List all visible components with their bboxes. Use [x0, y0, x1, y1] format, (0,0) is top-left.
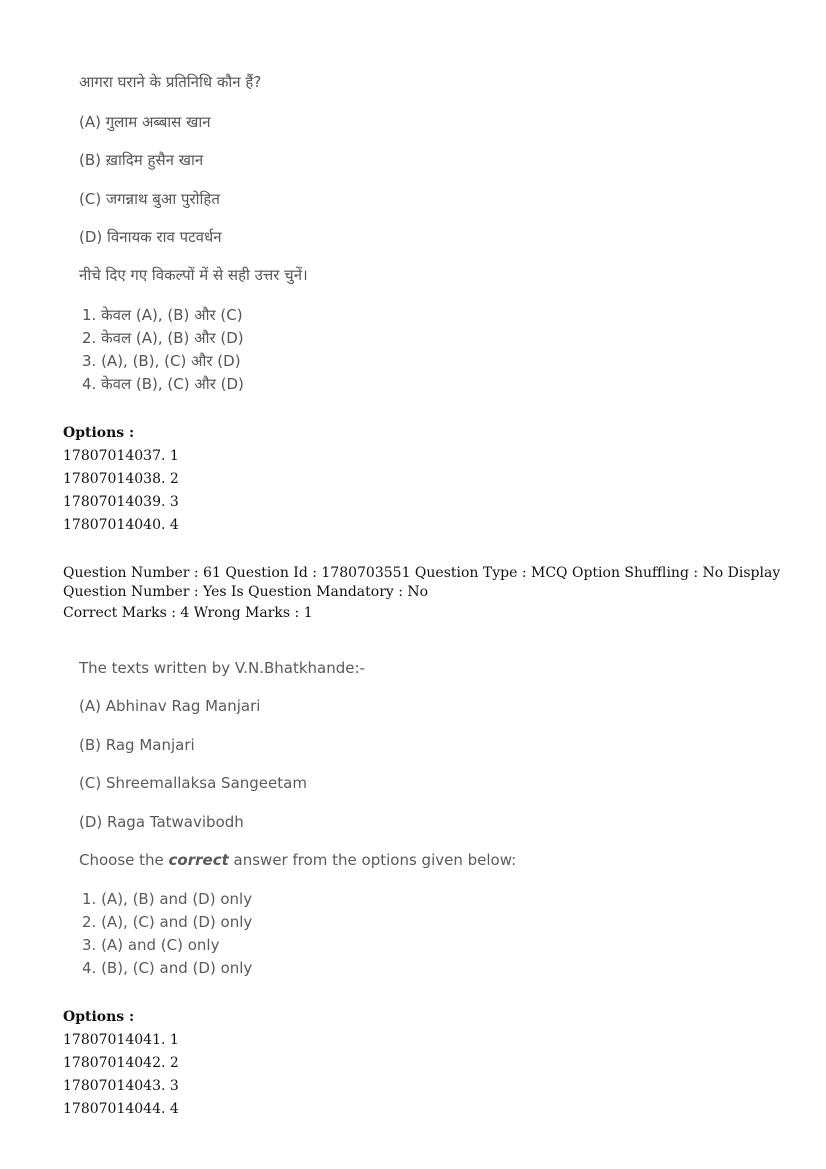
question-2-instruction — [79, 851, 516, 869]
options-2-item-3: 17807014043. 3 — [63, 1078, 179, 1094]
options-2-item-4: 17807014044. 4 — [63, 1101, 179, 1117]
question-1-choice-3: 3. (A), (B), (C) और (D) — [82, 352, 241, 370]
question-1-instruction: नीचे दिए गए विकल्पों में से सही उत्तर चुनें। — [79, 266, 308, 284]
question-1-item-a: (A) गुलाम अब्बास खान — [79, 113, 211, 131]
question-1-choice-1: 1. केवल (A), (B) और (C) — [82, 306, 243, 324]
question-2-choice-2: 2. (A), (C) and (D) only — [82, 913, 253, 931]
question-2-choice-4: 4. (B), (C) and (D) only — [82, 959, 253, 977]
question-2-choice-3: 3. (A) and (C) only — [82, 936, 220, 954]
question-2-instruction-pre: Choose the — [79, 851, 169, 869]
options-2-heading: Options : — [63, 1009, 135, 1025]
options-2-item-2: 17807014042. 2 — [63, 1055, 179, 1071]
question-2-instruction-post: answer from the options given below: — [228, 851, 517, 869]
question-2-item-a: (A) Abhinav Rag Manjari — [79, 697, 261, 715]
options-1-item-1: 17807014037. 1 — [63, 448, 179, 464]
question-2-item-c: (C) Shreemallaksa Sangeetam — [79, 774, 307, 792]
question-61-meta-line-3: Correct Marks : 4 Wrong Marks : 1 — [63, 605, 313, 621]
question-1-item-b: (B) ख़ादिम हुसैन खान — [79, 151, 204, 169]
options-1-item-4: 17807014040. 4 — [63, 517, 179, 533]
options-2-item-1: 17807014041. 1 — [63, 1032, 179, 1048]
question-1-item-c: (C) जगन्नाथ बुआ पुरोहित — [79, 190, 220, 208]
question-2-choice-1: 1. (A), (B) and (D) only — [82, 890, 253, 908]
question-1-choice-2: 2. केवल (A), (B) और (D) — [82, 329, 244, 347]
question-2-item-b: (B) Rag Manjari — [79, 736, 195, 754]
question-2-item-d: (D) Raga Tatwavibodh — [79, 813, 244, 831]
question-1-choice-4: 4. केवल (B), (C) और (D) — [82, 375, 244, 393]
question-2-stem: The texts written by V.N.Bhatkhande:- — [79, 659, 365, 677]
options-1-heading: Options : — [63, 425, 135, 441]
question-61-meta-line-1: Question Number : 61 Question Id : 1780703551 Question Type : MCQ Option Shuffling : No Display — [63, 565, 781, 581]
question-1-stem: आगरा घराने के प्रतिनिधि कौन हैं? — [79, 73, 262, 91]
options-1-item-3: 17807014039. 3 — [63, 494, 179, 510]
question-2-instruction-emphasis: correct — [168, 851, 229, 869]
options-1-item-2: 17807014038. 2 — [63, 471, 179, 487]
question-61-meta-line-2: Question Number : Yes Is Question Mandatory : No — [63, 584, 429, 600]
question-1-item-d: (D) विनायक राव पटवर्धन — [79, 228, 222, 246]
